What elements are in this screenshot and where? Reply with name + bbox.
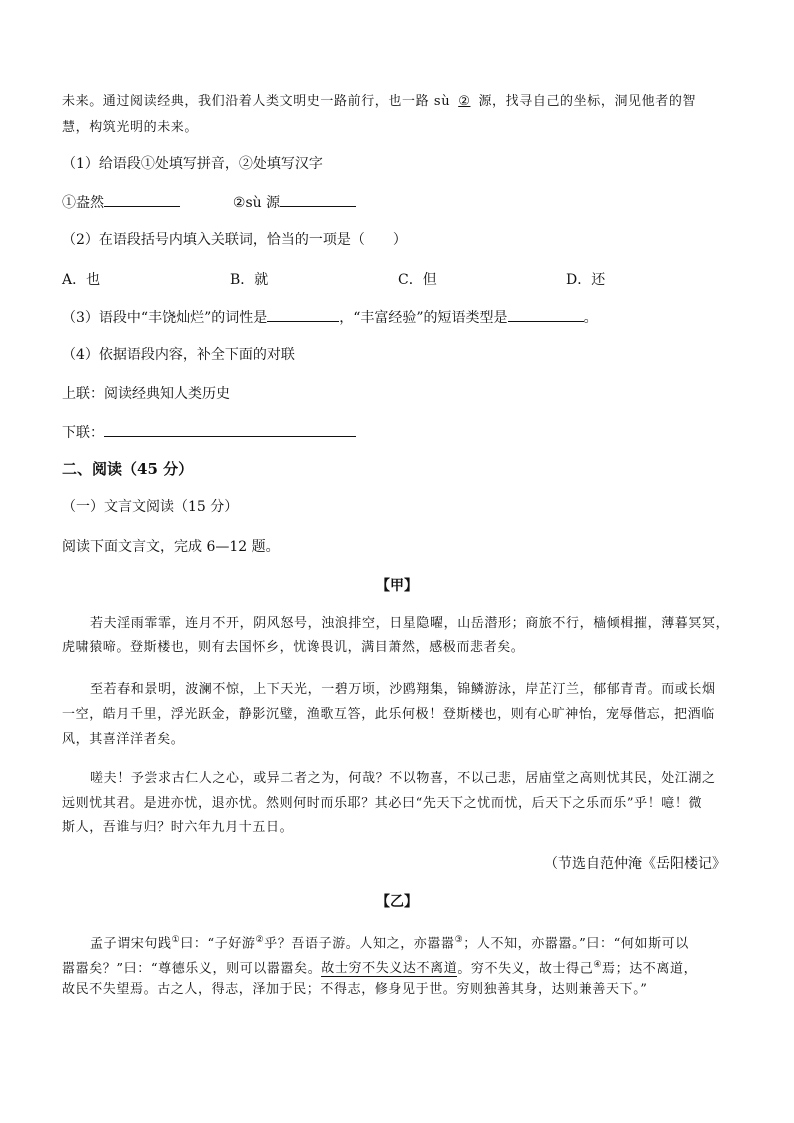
intro-line-2: 慧，构筑光明的未来。 xyxy=(62,120,199,135)
yi-line-1: 孟子谓宋句践①曰：“子好游②乎？吾语子游。人知之，亦嚣嚣③；人不知，亦嚣嚣。”曰：“何如斯可以 xyxy=(90,935,689,952)
q1-blank-1[interactable] xyxy=(104,192,180,207)
section-2-instruction: 阅读下面文言文，完成 6—12 题。 xyxy=(62,539,280,555)
q1-prompt: （1）给语段①处填写拼音，②处填写汉字 xyxy=(62,156,323,172)
q2-option-b[interactable]: B．就 xyxy=(230,272,269,288)
q3-blank-1[interactable] xyxy=(267,307,339,322)
q2-option-d[interactable]: D．还 xyxy=(566,272,606,288)
passage-jia-label: 【甲】 xyxy=(376,578,418,594)
blank-2-mark: ② xyxy=(458,94,471,109)
jia-p3-line-2: 远则忧其君。是进亦忧，退亦忧。然则何时而乐耶？其必曰“先天下之忧而忧，后天下之乐而乐”乎！噫！微 xyxy=(62,796,703,811)
jia-source: （节选自范仲淹《岳阳楼记》 xyxy=(544,856,726,872)
section-2-title: 二、阅读（45 分） xyxy=(62,460,194,478)
q4-upper-couplet: 上联：阅读经典知人类历史 xyxy=(62,386,230,402)
q4-prompt: （4）依据语段内容，补全下面的对联 xyxy=(62,347,295,363)
q2-option-a[interactable]: A．也 xyxy=(62,272,101,288)
jia-p1-line-1: 若夫淫雨霏霏，连月不开，阴风怒号，浊浪排空，日星隐曜，山岳潜形；商旅不行，樯倾楫摧，薄暮冥冥， xyxy=(90,616,730,631)
q4-lower-couplet: 下联： xyxy=(62,422,356,443)
section-2-subtitle: （一）文言文阅读（15 分） xyxy=(62,499,239,515)
yi-line-2: 嚣嚣矣？”曰：“尊德乐义，则可以嚣嚣矣。故士穷不失义达不离道。穷不失义，故士得己④焉；达不离道， xyxy=(62,960,698,977)
q2-prompt: （2）在语段括号内填入关联词，恰当的一项是（ ） xyxy=(62,232,407,248)
jia-p3-line-1: 嗟夫！予尝求古仁人之心，或异二者之为，何哉？不以物喜，不以己悲，居庙堂之高则忧其民，处江湖之 xyxy=(90,771,716,786)
passage-yi-label: 【乙】 xyxy=(376,894,418,910)
intro-line-1: 未来。通过阅读经典，我们沿着人类文明史一路前行，也一路 sù ② 源，找寻自己的坐标，洞见他者的智 xyxy=(62,94,697,109)
q1-blank-2[interactable] xyxy=(280,192,356,207)
yi-underlined-sentence: 故士穷不失义达不离道 xyxy=(321,961,458,977)
q1-answers: ①盎然 ②sù 源 xyxy=(62,192,356,213)
jia-p2-line-2: 一空，皓月千里，浮光跃金，静影沉璧，渔歌互答，此乐何极！登斯楼也，则有心旷神怡，宠辱偕忘，把酒临 xyxy=(62,707,715,722)
q3-prompt: （3）语段中“丰饶灿烂”的词性是 ，“丰富经验”的短语类型是 。 xyxy=(62,307,598,328)
q2-option-c[interactable]: C．但 xyxy=(398,272,437,288)
jia-p2-line-3: 风，其喜洋洋者矣。 xyxy=(62,732,185,747)
jia-p3-line-3: 斯人，吾谁与归？时六年九月十五日。 xyxy=(62,820,294,835)
yi-line-3: 故民不失望焉。古之人，得志，泽加于民；不得志，修身见于世。穷则独善其身，达则兼善天下。” xyxy=(62,982,648,997)
jia-p1-line-2: 虎啸猿啼。登斯楼也，则有去国怀乡，忧谗畏讥，满目萧然，感极而悲者矣。 xyxy=(62,640,525,655)
q4-blank[interactable] xyxy=(104,422,356,437)
q3-blank-2[interactable] xyxy=(508,307,584,322)
jia-p2-line-1: 至若春和景明，波澜不惊，上下天光，一碧万顷，沙鸥翔集，锦鳞游泳，岸芷汀兰，郁郁青青。而或长烟 xyxy=(90,682,716,697)
